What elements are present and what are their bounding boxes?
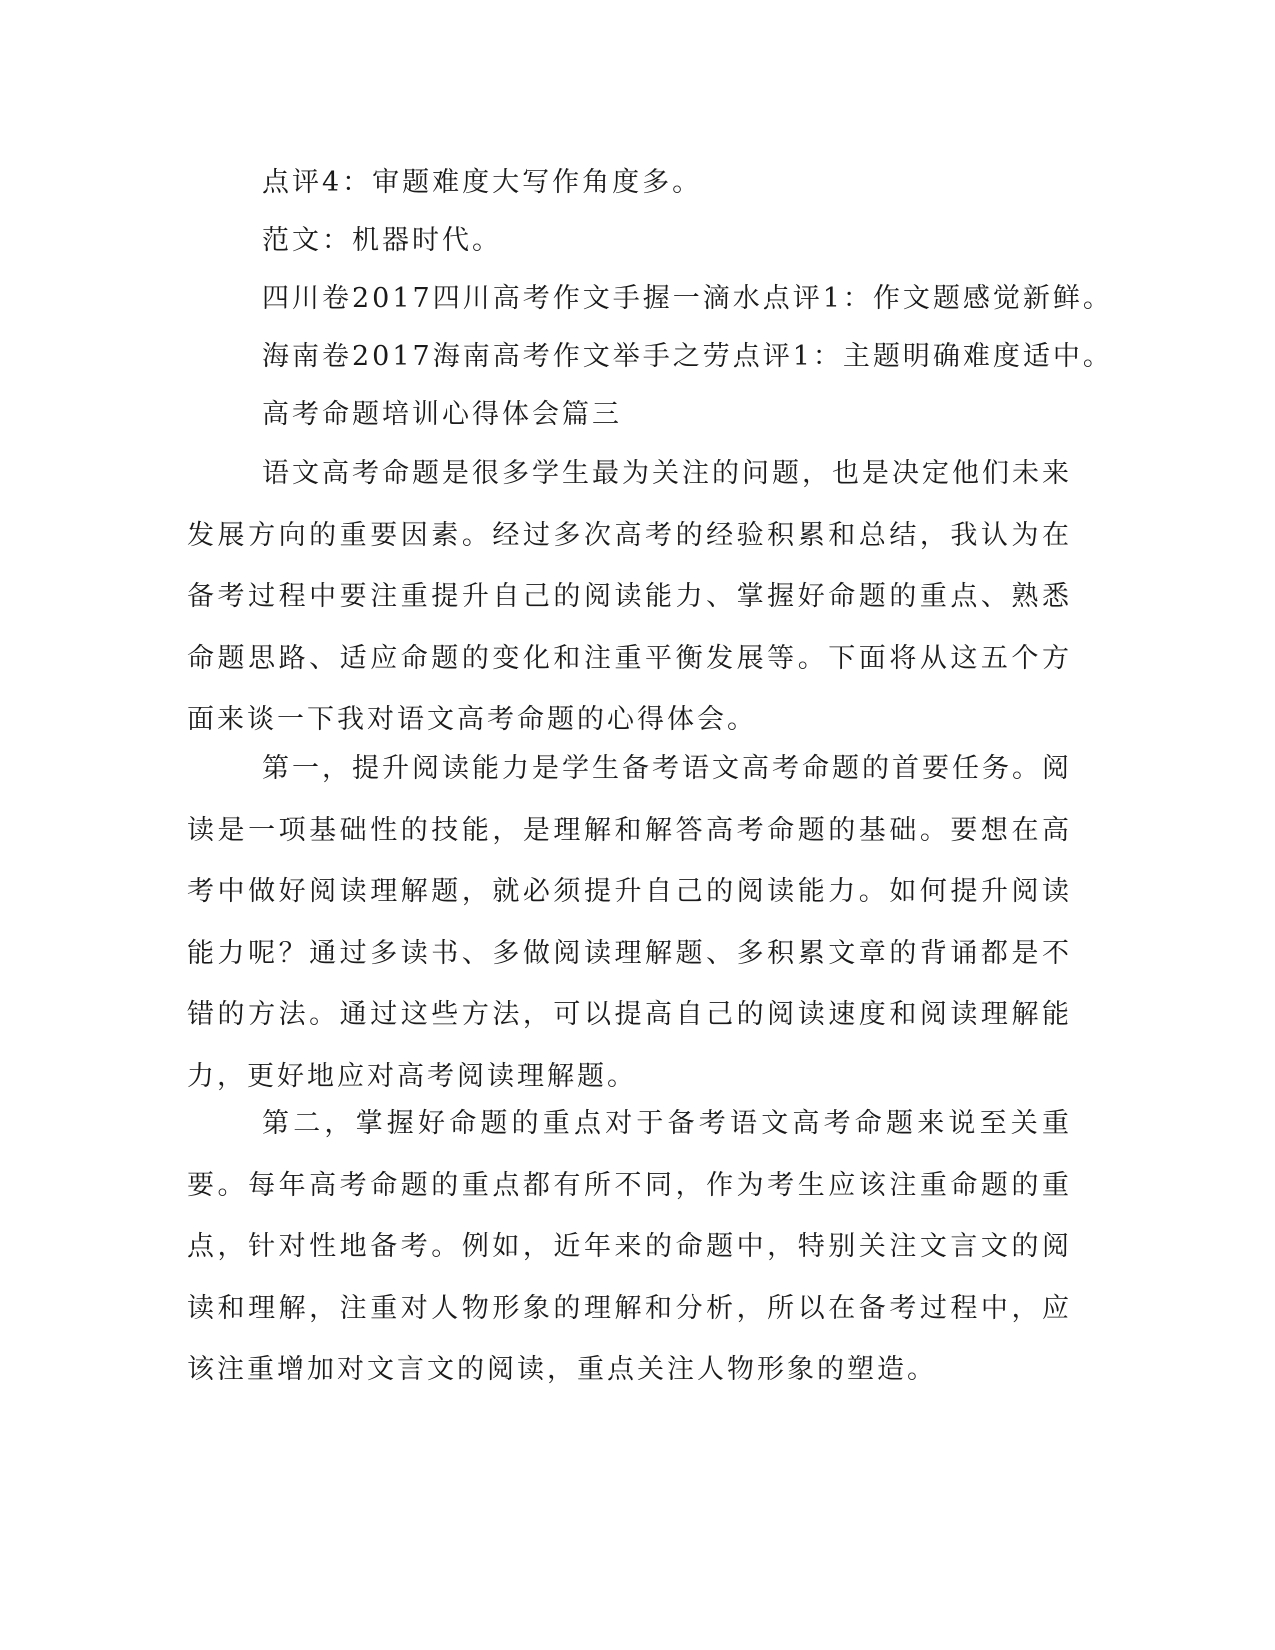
comment-line-4: 点评4：审题难度大写作角度多。 (262, 167, 703, 198)
paragraph-intro: 语文高考命题是很多学生最为关注的问题，也是决定他们未来发展方向的重要因素。经过多次高考的经验积累和总结，我认为在备考过程中要注重提升自己的阅读能力、掌握好命题的重点、熟悉命题思路、适应命题的变化和注重平衡发展等。下面将从这五个方面来谈一下我对语文高考命题的心得体会。 (187, 458, 1072, 735)
sichuan-line: 四川卷2017四川高考作文手握一滴水点评1：作文题感觉新鲜。 (262, 283, 1113, 314)
model-essay-line: 范文：机器时代。 (262, 225, 502, 256)
paragraph-first: 第一，提升阅读能力是学生备考语文高考命题的首要任务。阅读是一项基础性的技能，是理解和解答高考命题的基础。要想在高考中做好阅读理解题，就必须提升自己的阅读能力。如何提升阅读能力呢？通过多读书、多做阅读理解题、多积累文章的背诵都是不错的方法。通过这些方法，可以提高自己的阅读速度和阅读理解能力，更好地应对高考阅读理解题。 (187, 753, 1072, 1092)
paragraph-second: 第二，掌握好命题的重点对于备考语文高考命题来说至关重要。每年高考命题的重点都有所不同，作为考生应该注重命题的重点，针对性地备考。例如，近年来的命题中，特别关注文言文的阅读和理解，注重对人物形象的理解和分析，所以在备考过程中，应该注重增加对文言文的阅读，重点关注人物形象的塑造。 (187, 1108, 1072, 1385)
section-heading: 高考命题培训心得体会篇三 (262, 399, 622, 430)
hainan-line: 海南卷2017海南高考作文举手之劳点评1：主题明确难度适中。 (262, 341, 1113, 372)
